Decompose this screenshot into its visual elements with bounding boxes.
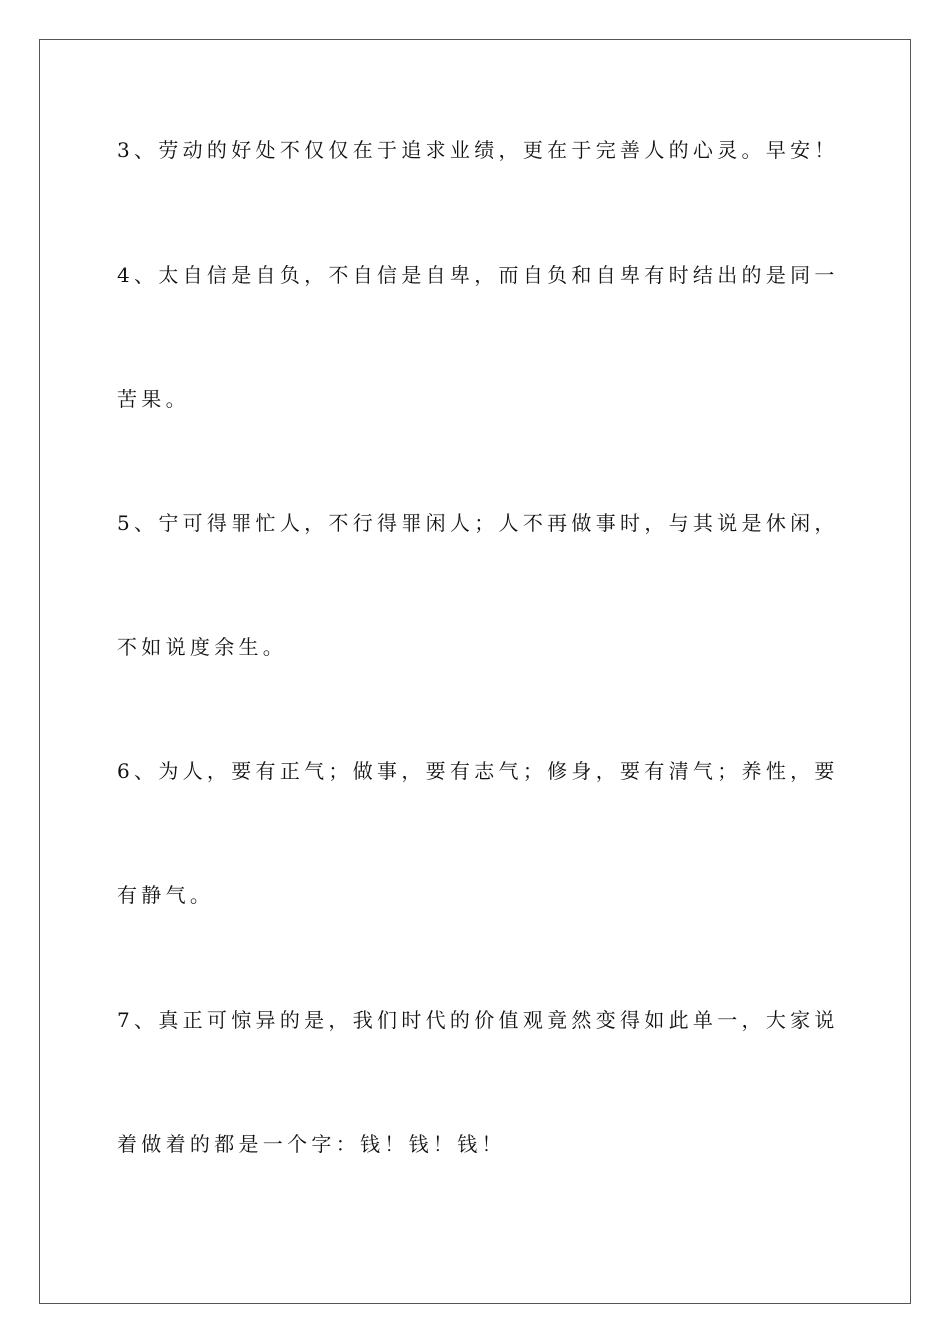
text-line: 6、为人，要有正气；做事，要有志气；修身，要有清气；养性，要 [117,759,839,783]
text-line: 5、宁可得罪忙人，不行得罪闲人；人不再做事时，与其说是休闲， [117,511,839,535]
text-line: 不如说度余生。 [117,635,288,659]
text-line: 7、真正可惊异的是，我们时代的价值观竟然变得如此单一，大家说 [117,1008,839,1032]
text-line: 苦果。 [117,387,190,411]
page-frame [39,39,911,1304]
text-line: 4、太自信是自负，不自信是自卑，而自负和自卑有时结出的是同一 [117,263,839,287]
text-line: 有静气。 [117,883,215,907]
text-line: 3、劳动的好处不仅仅在于追求业绩，更在于完善人的心灵。早安！ [117,138,839,162]
text-line: 着做着的都是一个字：钱！钱！钱！ [117,1132,506,1156]
